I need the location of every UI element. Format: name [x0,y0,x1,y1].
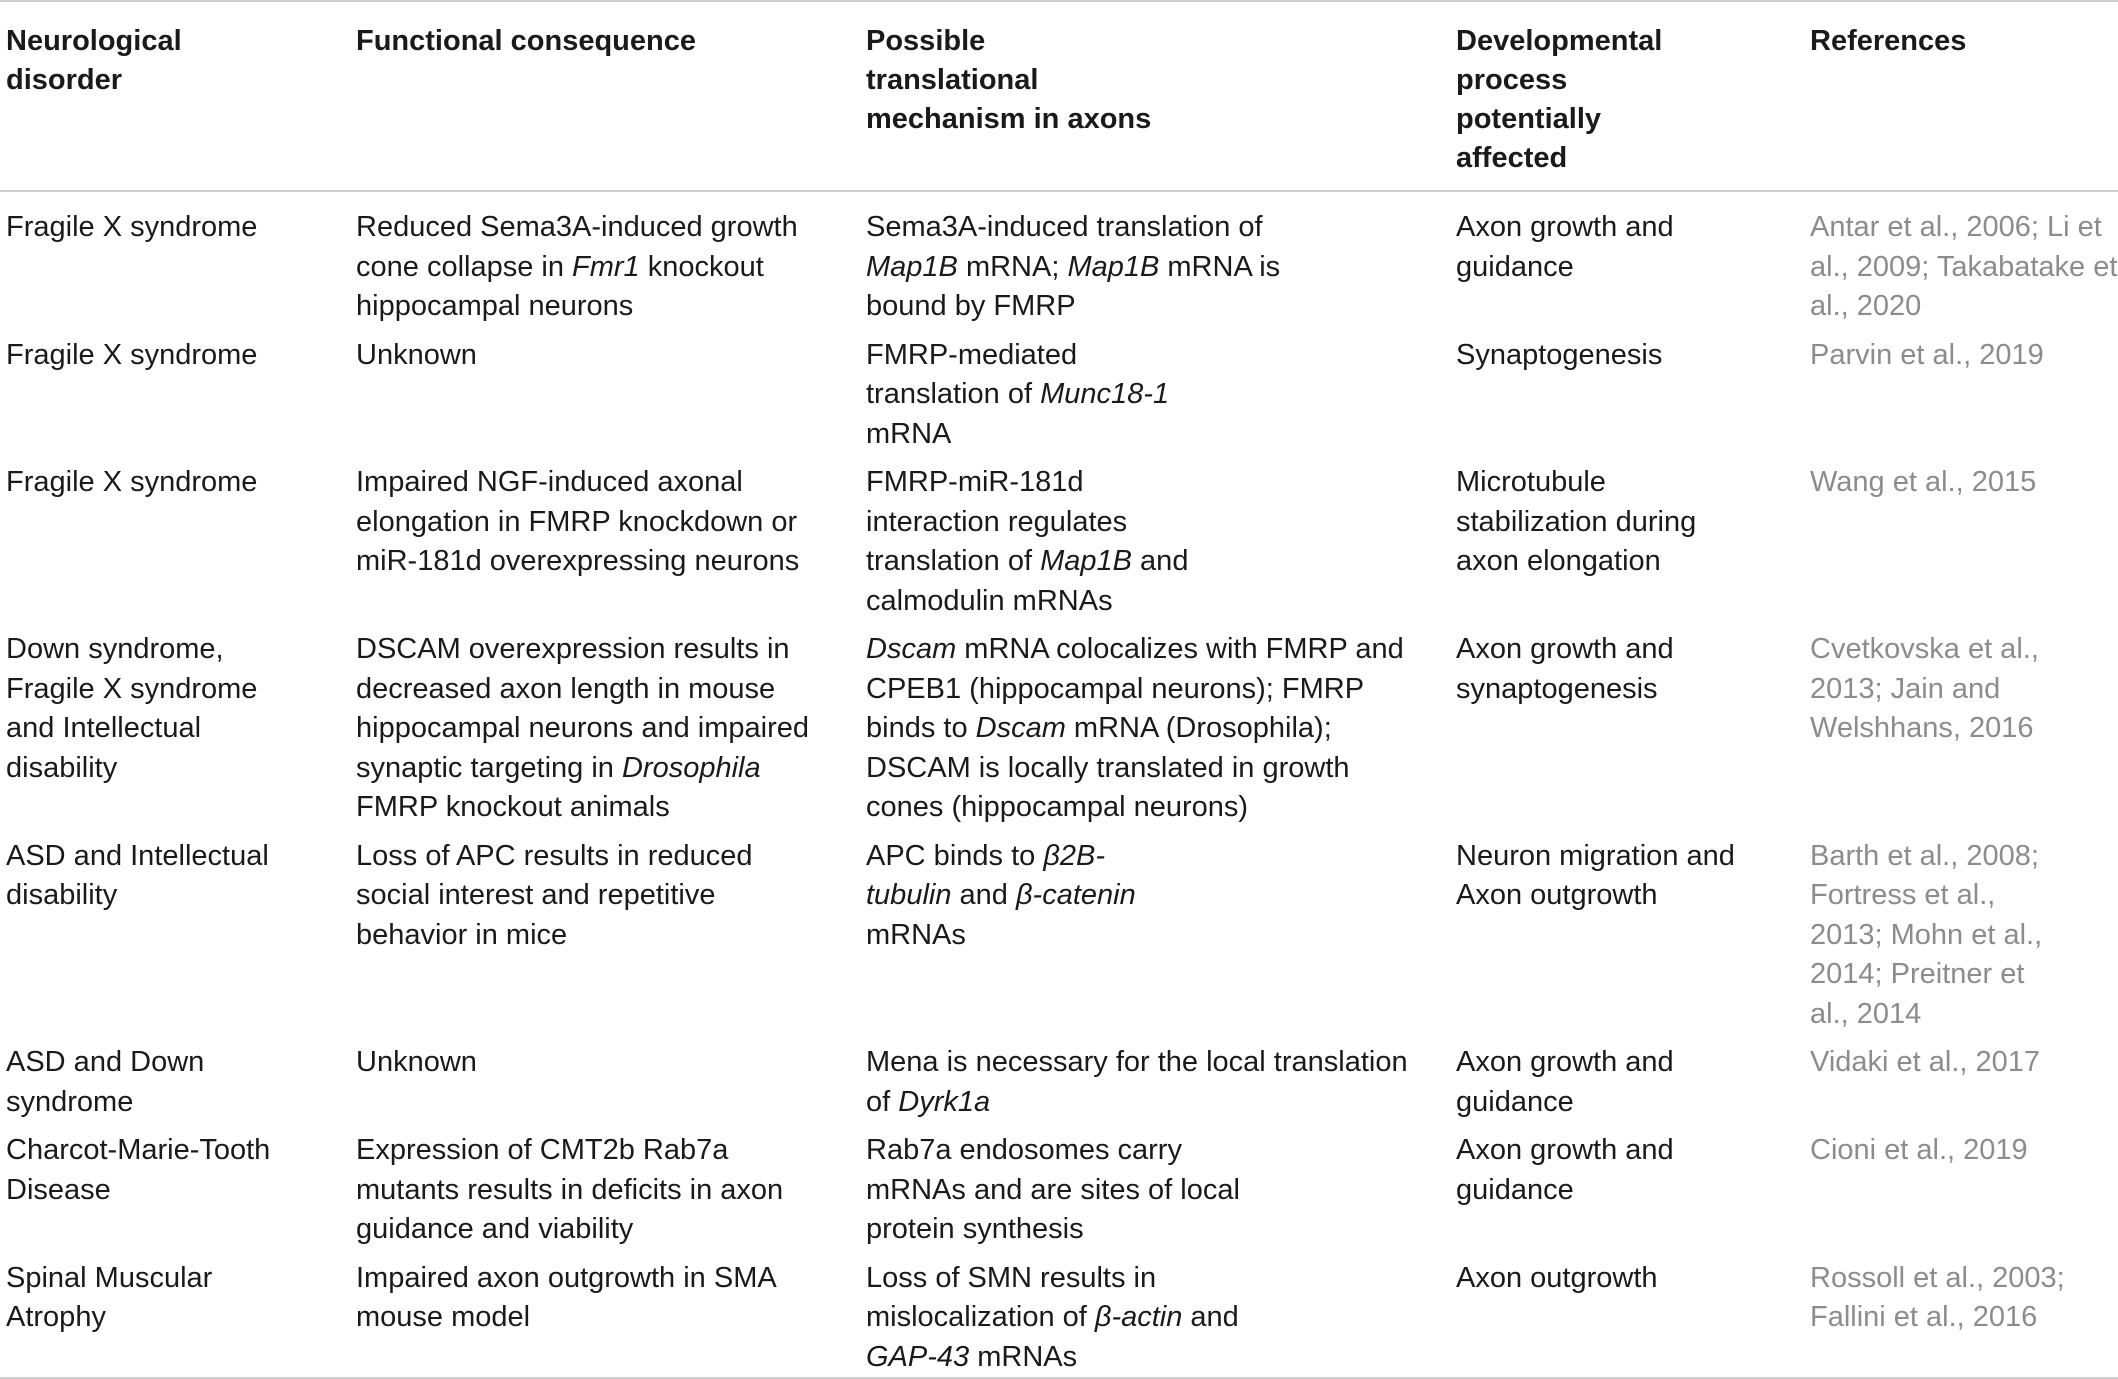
cell-process: Axon growth and synaptogenesis [1456,633,1674,705]
header-row [0,1,2118,191]
cell-references: Antar et al., 2006; Li et al., 2009; Takabatake et al., 2020 [1810,211,2118,322]
cell-references: Cvetkovska et al., 2013; Jain and Welshhans, 2016 [1810,633,2039,744]
cell-references: Cioni et al., 2019 [1810,1134,2028,1166]
cell-consequence: Impaired axon outgrowth in SMA mouse model [356,1261,776,1333]
cell-mechanism: Sema3A-induced translation of Map1B mRNA; Map1B mRNA is bound by FMRP [866,211,1281,322]
cell-mechanism: Dscam mRNA colocalizes with FMRP and CPEB1 (hippocampal neurons); FMRP binds to Dscam mRNA (Drosophila); DSCAM is locally translated in growth cones (hippocampal neurons) [866,633,1404,823]
cell-references: Barth et al., 2008; Fortress et al., 2013; Mohn et al., 2014; Preitner et al., 2014 [1810,839,2043,1030]
italic-term: Map1B [1040,545,1132,577]
cell-consequence: Unknown [356,1046,477,1078]
cell-mechanism: Loss of SMN results in mislocalization of β-actin and GAP-43 mRNAs [866,1261,1239,1373]
cell-disorder: Fragile X syndrome [6,338,258,371]
table-row [0,621,2118,828]
cell-disorder: Charcot-Marie-Tooth Disease [6,1134,271,1206]
cell-process: Microtubule stabilization during axon elongation [1456,466,1697,577]
cell-process: Axon growth and guidance [1456,211,1674,283]
cell-disorder: Spinal Muscular Atrophy [6,1261,213,1333]
cell-mechanism: Rab7a endosomes carry mRNAs and are sites of local protein synthesis [866,1134,1240,1245]
table-header [0,1,2118,191]
table-row [0,454,2118,621]
cell-disorder: Down syndrome, Fragile X syndrome and Intellectual disability [6,633,258,784]
cell-consequence: DSCAM overexpression results in decreased axon length in mouse hippocampal neurons and impaired synaptic targeting in Drosophila FMRP knockout animals [356,633,810,823]
italic-term: Map1B [1067,250,1160,283]
cell-consequence: Expression of CMT2b Rab7a mutants results in deficits in axon guidance and viability [356,1134,784,1245]
table-body [0,191,2118,1378]
cell-disorder: Fragile X syndrome [6,211,258,243]
cell-consequence: Loss of APC results in reduced social interest and repetitive behavior in mice [356,839,753,951]
table-row [0,828,2118,1035]
cell-consequence: Impaired NGF-induced axonal elongation in FMRP knockdown or miR-181d overexpressing neurons [356,466,800,577]
cell-process: Neuron migration and Axon outgrowth [1456,839,1735,911]
italic-term: β-actin [1094,1301,1183,1333]
table-row [0,1250,2118,1379]
cell-references: Parvin et al., 2019 [1810,338,2044,371]
cell-disorder: ASD and Down syndrome [6,1046,205,1118]
italic-term: Munc18-1 [1040,378,1170,410]
italic-term: Fmr1 [572,250,640,283]
cell-process: Axon outgrowth [1456,1261,1658,1294]
header-mechanism: Possible translational mechanism in axons [866,25,1152,135]
italic-term: Map1B [866,250,958,283]
cell-references: Vidaki et al., 2017 [1810,1046,2041,1078]
cell-references: Rossoll et al., 2003; Fallini et al., 2016 [1810,1261,2065,1333]
cell-process: Axon growth and guidance [1456,1134,1674,1206]
italic-term: GAP-43 [866,1340,970,1373]
italic-term: Dscam [975,712,1066,744]
table-row [0,191,2118,327]
table-row [0,1034,2118,1122]
cell-references: Wang et al., 2015 [1810,466,2037,498]
table-row [0,327,2118,455]
cell-process: Axon growth and guidance [1456,1046,1674,1118]
cell-process: Synaptogenesis [1456,338,1663,371]
cell-mechanism: FMRP-mediated translation of Munc18-1 mRNA [866,338,1170,450]
header-references: References [1810,25,1967,57]
italic-term: β-catenin [1015,879,1136,911]
cell-consequence: Reduced Sema3A-induced growth cone collapse in Fmr1 knockout hippocampal neurons [356,211,798,322]
header-disorder: Neurological disorder [6,25,182,96]
table-row [0,1122,2118,1250]
italic-term: Dyrk1a [898,1085,991,1118]
cell-disorder: Fragile X syndrome [6,466,258,498]
cell-disorder: ASD and Intellectual disability [6,839,269,911]
header-consequence: Functional consequence [356,25,696,57]
cell-mechanism: FMRP-miR-181d interaction regulates translation of Map1B and calmodulin mRNAs [866,466,1189,617]
cell-mechanism: APC binds to β2B-tubulin and β-catenin mRNAs [866,839,1136,951]
cell-consequence: Unknown [356,338,477,371]
cell-mechanism: Mena is necessary for the local translation of Dyrk1a [866,1046,1408,1118]
header-process: Developmental process potentially affected [1456,25,1663,174]
italic-term: Drosophila [621,751,761,784]
italic-term: β2B-tubulin [866,839,1106,911]
italic-term: Dscam [866,633,957,665]
